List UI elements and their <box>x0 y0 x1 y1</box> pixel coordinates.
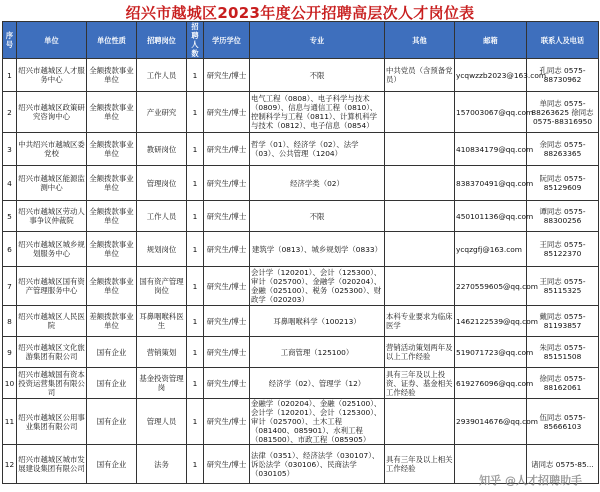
col-header-unit: 单位 <box>17 22 87 59</box>
cell-post: 管理岗位 <box>137 166 187 201</box>
col-header-no: 序号 <box>3 22 17 59</box>
watermark: 知乎 @人才招聘助手 <box>479 474 582 487</box>
cell-major: 电气工程（0808）、电子科学与技术（0809）、信息与通信工程（0810）、控制科学与工程（0811）、计算机科学与技术（0812）、电子信息（0854） <box>250 92 385 133</box>
cell-count: 1 <box>187 267 204 306</box>
cell-contact: 徐同志 0575-88162061 <box>527 368 599 399</box>
cell-count: 1 <box>187 232 204 267</box>
cell-count: 1 <box>187 337 204 368</box>
cell-edu: 研究生/博士 <box>204 166 250 201</box>
cell-post: 法务 <box>137 445 187 484</box>
cell-other <box>385 267 455 306</box>
cell-email[interactable]: 450101136@qq.com <box>455 201 527 232</box>
cell-contact: 王同志 0575-85115325 <box>527 267 599 306</box>
cell-contact: 诸同志 0575-85... <box>527 445 599 484</box>
cell-count: 1 <box>187 133 204 166</box>
cell-unit: 绍兴市越城区人民医院 <box>17 306 87 337</box>
header-row <box>3 22 599 59</box>
cell-count: 1 <box>187 201 204 232</box>
col-header-email: 邮箱 <box>455 22 527 59</box>
cell-unit: 绍兴市越城区公用事业集团有限公司 <box>17 399 87 445</box>
cell-email[interactable]: 410834179@qq.com <box>455 133 527 166</box>
cell-count: 1 <box>187 368 204 399</box>
table-row <box>3 232 599 267</box>
cell-no: 1 <box>3 59 17 92</box>
cell-edu: 研究生/博士 <box>204 59 250 92</box>
cell-post: 工作人员 <box>137 59 187 92</box>
col-header-edu: 学历学位 <box>204 22 250 59</box>
cell-unit: 绍兴市越城区劳动人事争议仲裁院 <box>17 201 87 232</box>
cell-major: 经济学类（02） <box>250 166 385 201</box>
cell-major: 会计学（120201）、会计（125300）、审计（025700）、金融学（020204）、金融（025100）、税务（025300）、财政学（020203） <box>250 267 385 306</box>
cell-unit: 绍兴市越城区国有资产管理服务中心 <box>17 267 87 306</box>
cell-count: 1 <box>187 445 204 484</box>
cell-contact: 单同志 0575-88263625 徐同志 0575-88316950 <box>527 92 599 133</box>
cell-edu: 研究生/博士 <box>204 133 250 166</box>
cell-count: 1 <box>187 92 204 133</box>
col-header-major: 专业 <box>250 22 385 59</box>
cell-other: 营销活动策划两年及以上工作经验 <box>385 337 455 368</box>
cell-unit: 绍兴市越城国有资本投资运营集团有限公司 <box>18 369 85 397</box>
cell-email[interactable]: 838370491@qq.com <box>455 166 527 201</box>
col-header-contact: 联系人及电话 <box>527 22 599 59</box>
cell-no: 5 <box>3 201 17 232</box>
cell-other <box>385 166 455 201</box>
cell-post: 国有资产管理岗位 <box>137 267 187 306</box>
cell-email[interactable]: 157003067@qq.com <box>455 92 527 133</box>
cell-count: 1 <box>187 399 204 445</box>
cell-post: 工作人员 <box>137 201 187 232</box>
cell-other: 中共党员（含预备党员） <box>385 59 455 92</box>
cell-no: 6 <box>3 232 17 267</box>
cell-major: 法律（0351）、经济法学（030107）、诉讼法学（030106）、民商法学（030105） <box>250 445 385 484</box>
table-row <box>3 337 599 368</box>
cell-unit: 绍兴市越城区人才服务中心 <box>17 59 87 92</box>
cell-email[interactable]: 2270559605@qq.com <box>455 267 527 306</box>
cell-contact: 谭同志 0575-88300256 <box>527 201 599 232</box>
cell-major: 哲学（01）、经济学（02）、法学（03）、公共管理（1204） <box>250 133 385 166</box>
table-row <box>3 306 599 337</box>
cell-email[interactable]: ycqwzzb2023@163.com <box>455 59 527 92</box>
cell-post: 产业研究 <box>137 92 187 133</box>
cell-no: 2 <box>3 92 17 133</box>
cell-contact: 阮同志 0575-85129609 <box>527 166 599 201</box>
cell-no: 3 <box>3 133 17 166</box>
cell-post: 规划岗位 <box>137 232 187 267</box>
cell-major: 不限 <box>250 59 385 92</box>
cell-unit: 绍兴市越城区城乡规划服务中心 <box>17 232 87 267</box>
cell-nature: 国有企业 <box>87 337 137 368</box>
cell-edu: 研究生/博士 <box>204 337 250 368</box>
cell-edu: 研究生/博士 <box>204 399 250 445</box>
cell-unit: 绍兴市越城区文化旅游集团有限公司 <box>17 337 87 368</box>
cell-post: 耳鼻咽喉科医生 <box>137 306 187 337</box>
cell-nature: 国有企业 <box>87 399 137 445</box>
cell-unit: 绍兴市越城区政策研究咨询中心 <box>17 92 87 133</box>
cell-contact: 朱同志 0575-85151508 <box>527 337 599 368</box>
cell-other: 本科专业要求为临床医学 <box>385 306 455 337</box>
cell-other <box>385 201 455 232</box>
cell-email[interactable]: 619276096@qq.com <box>455 368 527 399</box>
cell-contact: 王同志 0575-85122370 <box>527 232 599 267</box>
table-row <box>3 368 599 399</box>
cell-major: 金融学（020204）、金融（025100）、会计学（120201）、会计（125300）、审计（025700）、土木工程（081400、085901）、水利工程（081500）、市政工程（085905） <box>250 399 385 445</box>
cell-edu: 研究生/博士 <box>204 445 250 484</box>
col-header-count: 招聘人数 <box>187 22 204 59</box>
cell-nature: 国有企业 <box>87 368 137 399</box>
cell-edu: 研究生/博士 <box>204 201 250 232</box>
cell-post: 教研岗位 <box>137 133 187 166</box>
cell-nature: 全额拨款事业单位 <box>87 59 137 92</box>
cell-edu: 研究生/博士 <box>204 368 250 399</box>
cell-email[interactable]: 2939014676@qq.com <box>455 399 527 445</box>
cell-other <box>385 92 455 133</box>
cell-count: 1 <box>187 166 204 201</box>
cell-edu: 研究生/博士 <box>204 232 250 267</box>
table-row <box>3 201 599 232</box>
cell-nature: 全额拨款事业单位 <box>87 232 137 267</box>
cell-contact: 孔同志 0575-88730962 <box>527 59 599 92</box>
cell-email[interactable]: 1462122539@qq.com <box>455 306 527 337</box>
cell-unit: 绍兴市越城区城市发展建设集团有限公司 <box>17 445 87 484</box>
cell-nature: 全额拨款事业单位 <box>87 267 137 306</box>
positions-table <box>2 21 599 484</box>
cell-post: 营销策划 <box>137 337 187 368</box>
cell-major: 经济学（02）、管理学（12） <box>250 368 385 399</box>
cell-email[interactable]: ycqzgfj@163.com <box>455 232 527 267</box>
col-header-nature: 单位性质 <box>87 22 137 59</box>
cell-email[interactable]: 519071723@qq.com <box>455 337 527 368</box>
cell-contact: 余同志 0575-88263365 <box>527 133 599 166</box>
cell-no: 11 <box>3 399 17 445</box>
cell-no: 7 <box>3 267 17 306</box>
cell-unit: 绍兴市越城区能源监测中心 <box>17 166 87 201</box>
cell-post: 基金投资管理岗 <box>137 368 187 399</box>
table-row <box>3 166 599 201</box>
table-row <box>3 399 599 445</box>
cell-nature: 全额拨款事业单位 <box>87 92 137 133</box>
cell-major: 不限 <box>250 201 385 232</box>
cell-no: 4 <box>3 166 17 201</box>
cell-edu: 研究生/博士 <box>204 267 250 306</box>
cell-edu: 研究生/博士 <box>204 92 250 133</box>
cell-nature: 全额拨款事业单位 <box>87 201 137 232</box>
cell-no: 9 <box>3 337 17 368</box>
cell-unit: 中共绍兴市越城区委党校 <box>17 133 87 166</box>
col-header-other: 其他 <box>385 22 455 59</box>
cell-edu: 研究生/博士 <box>204 306 250 337</box>
col-header-post: 招聘岗位 <box>137 22 187 59</box>
page-title: 绍兴市越城区2023年度公开招聘高层次人才岗位表 <box>125 4 475 22</box>
cell-count: 1 <box>187 306 204 337</box>
cell-contact: 伍同志 0575-85666103 <box>527 399 599 445</box>
cell-other: 具有三年及以上投资、证券、基金相关工作经验 <box>386 369 453 397</box>
cell-nature: 全额拨款事业单位 <box>87 133 137 166</box>
cell-no: 10 <box>3 368 17 399</box>
cell-major: 工商管理（125100） <box>250 337 385 368</box>
table-row <box>3 133 599 166</box>
cell-other: 具有三年及以上相关工作经验 <box>385 445 455 484</box>
cell-no: 8 <box>3 306 17 337</box>
cell-no: 12 <box>3 445 17 484</box>
cell-count: 1 <box>187 59 204 92</box>
cell-post: 管理人员 <box>137 399 187 445</box>
cell-other <box>385 399 455 445</box>
cell-contact: 戴同志 0575-81193857 <box>527 306 599 337</box>
table-row <box>3 92 599 133</box>
cell-other <box>385 232 455 267</box>
cell-nature: 差额拨款事业单位 <box>87 306 137 337</box>
cell-nature: 国有企业 <box>87 445 137 484</box>
cell-other <box>385 133 455 166</box>
cell-major: 耳鼻咽喉科学（100213） <box>250 306 385 337</box>
table-row <box>3 59 599 92</box>
cell-major: 建筑学（0813）、城乡规划学（0833） <box>250 232 385 267</box>
table-row <box>3 267 599 306</box>
cell-nature: 全额拨款事业单位 <box>87 166 137 201</box>
